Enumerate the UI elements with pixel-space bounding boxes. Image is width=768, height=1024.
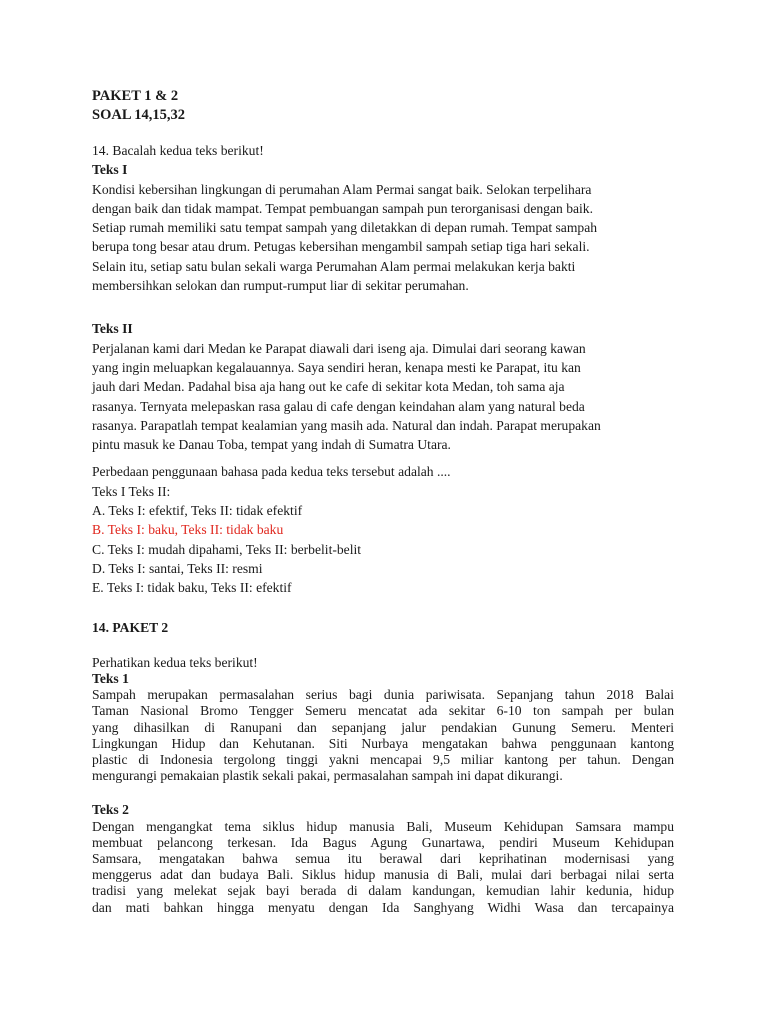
paragraph-line: rasanya. Parapatlah tempat kealamian yang masih ada. Natural dan indah. Parapat merupakan — [92, 417, 601, 433]
teks-2-body — [92, 339, 674, 455]
paket-2-teks-2-title: Teks 2 — [92, 802, 129, 818]
paket-title: PAKET 1 & 2 — [92, 88, 179, 104]
question-instruction — [92, 141, 674, 160]
paragraph-line: dan mati bahkan hingga menyatu dengan Ida Sanghyang Widhi Wasa dan tercapainya — [92, 899, 674, 915]
paragraph-line: Lingkungan Hidup dan Kehutanan. Siti Nurbaya mengatakan bahwa penggunaan kantong — [92, 735, 674, 751]
paragraph-line: dengan baik dan tidak mampat. Tempat pembuangan sampah pun terorganisasi dengan baik. — [92, 200, 593, 216]
paragraph-line: Sampah merupakan permasalahan serius bagi dunia pariwisata. Sepanjang tahun 2018 Balai — [92, 687, 674, 703]
paragraph-line: rasanya. Ternyata melepaskan rasa galau di cafe dengan keindahan alam yang natural beda — [92, 398, 585, 414]
paragraph-line: yang ingin meluapkan kegalauannya. Saya sendiri heran, kenapa mesti ke Parapat, itu kan — [92, 359, 581, 375]
document-page — [92, 87, 674, 916]
paragraph-line: Setiap rumah memiliki satu tempat sampah yang diletakkan di depan rumah. Tempat sampah — [92, 220, 598, 236]
paragraph-line: membersihkan selokan dan rumput-rumput liar di sekitar perumahan. — [92, 278, 469, 294]
question-text: Perbedaan penggunaan bahasa pada kedua teks tersebut adalah .... — [92, 464, 451, 480]
paragraph-line: mengurangi pemakaian plastik sekali pakai, permasalahan sampah ini dapat dikurangi. — [92, 768, 563, 784]
paket-2-teks-2-body — [92, 819, 674, 916]
paragraph-line: berupa tong besar atau drum. Petugas kebersihan mengambil sampah setiap tiga hari sekali. — [92, 239, 590, 255]
paragraph-line: Perjalanan kami dari Medan ke Parapat diawali dari iseng aja. Dimulai dari seorang kawan — [92, 340, 586, 356]
paragraph-line: tradisi yang melekat sejak bayi berada di dalam kandungan, kemudian lahir kedunia, hidup — [92, 883, 674, 899]
paket-2-instruction: Perhatikan kedua teks berikut! — [92, 654, 258, 670]
paragraph-line: jauh dari Medan. Padahal bisa aja hang out ke cafe di sekitar kota Medan, toh sama aja — [92, 379, 565, 395]
paket-2-teks-1-body — [92, 687, 674, 784]
soal-subtitle: SOAL 14,15,32 — [92, 107, 186, 123]
paragraph-line: menggerus adat dan budaya Bali. Siklus hidup manusia di Bali, mulai dari berbagai nilai serta — [92, 867, 674, 883]
paragraph-line: Taman Nasional Bromo Tengger Semeru mencatat ada sekitar 6-10 ton sampah per bulan — [92, 703, 674, 719]
teks-1-body — [92, 180, 674, 296]
answer-options — [92, 501, 674, 597]
paragraph-line: yang dihasilkan di Ranupani dan sepanjang jalur pendakian Gunung Semeru. Menteri — [92, 719, 674, 735]
paragraph-line: Dengan mengangkat tema siklus hidup manusia Bali, Museum Kehidupan Samsara mampu — [92, 818, 674, 834]
question-number: 14 — [92, 143, 106, 158]
option-d: D. Teks I: santai, Teks II: resmi — [92, 560, 263, 576]
paragraph-line: plastic di Indonesia tergolong tinggi yakni mencapai 9,5 miliar kantong per tahun. Dengan — [92, 752, 674, 768]
paragraph-line: Samsara, mengatakan bahwa semua itu berawal dari keprihatinan modernisasi yang — [92, 851, 674, 867]
paragraph-line: Kondisi kebersihan lingkungan di perumahan Alam Permai sangat baik. Selokan terpelihara — [92, 181, 592, 197]
teks-1-title: Teks I — [92, 162, 128, 178]
paket-2-section — [92, 655, 674, 916]
option-a: A. Teks I: efektif, Teks II: tidak efektif — [92, 503, 303, 519]
paket-2-heading: 14. PAKET 2 — [92, 619, 169, 635]
paket-2-teks-1-title: Teks 1 — [92, 671, 129, 687]
paragraph-line: membuat pelancong terkesan. Ida Bagus Agung Gunartawa, pendiri Museum Kehidupan — [92, 834, 674, 850]
teks-2-title: Teks II — [92, 321, 133, 337]
question-14-section — [92, 141, 674, 637]
columns-label: Teks I Teks II: — [92, 483, 171, 499]
option-c: C. Teks I: mudah dipahami, Teks II: berbelit-belit — [92, 541, 362, 557]
paragraph-line: pintu masuk ke Danau Toba, tempat yang indah di Sumatra Utara. — [92, 437, 451, 453]
option-e: E. Teks I: tidak baku, Teks II: efektif — [92, 580, 292, 596]
paragraph-line: Selain itu, setiap satu bulan sekali warga Perumahan Alam permai melakukan kerja bakti — [92, 258, 576, 274]
instruction-text: . Bacalah kedua teks berikut! — [105, 143, 264, 158]
option-b-correct-answer: B. Teks I: baku, Teks II: tidak baku — [92, 522, 284, 538]
